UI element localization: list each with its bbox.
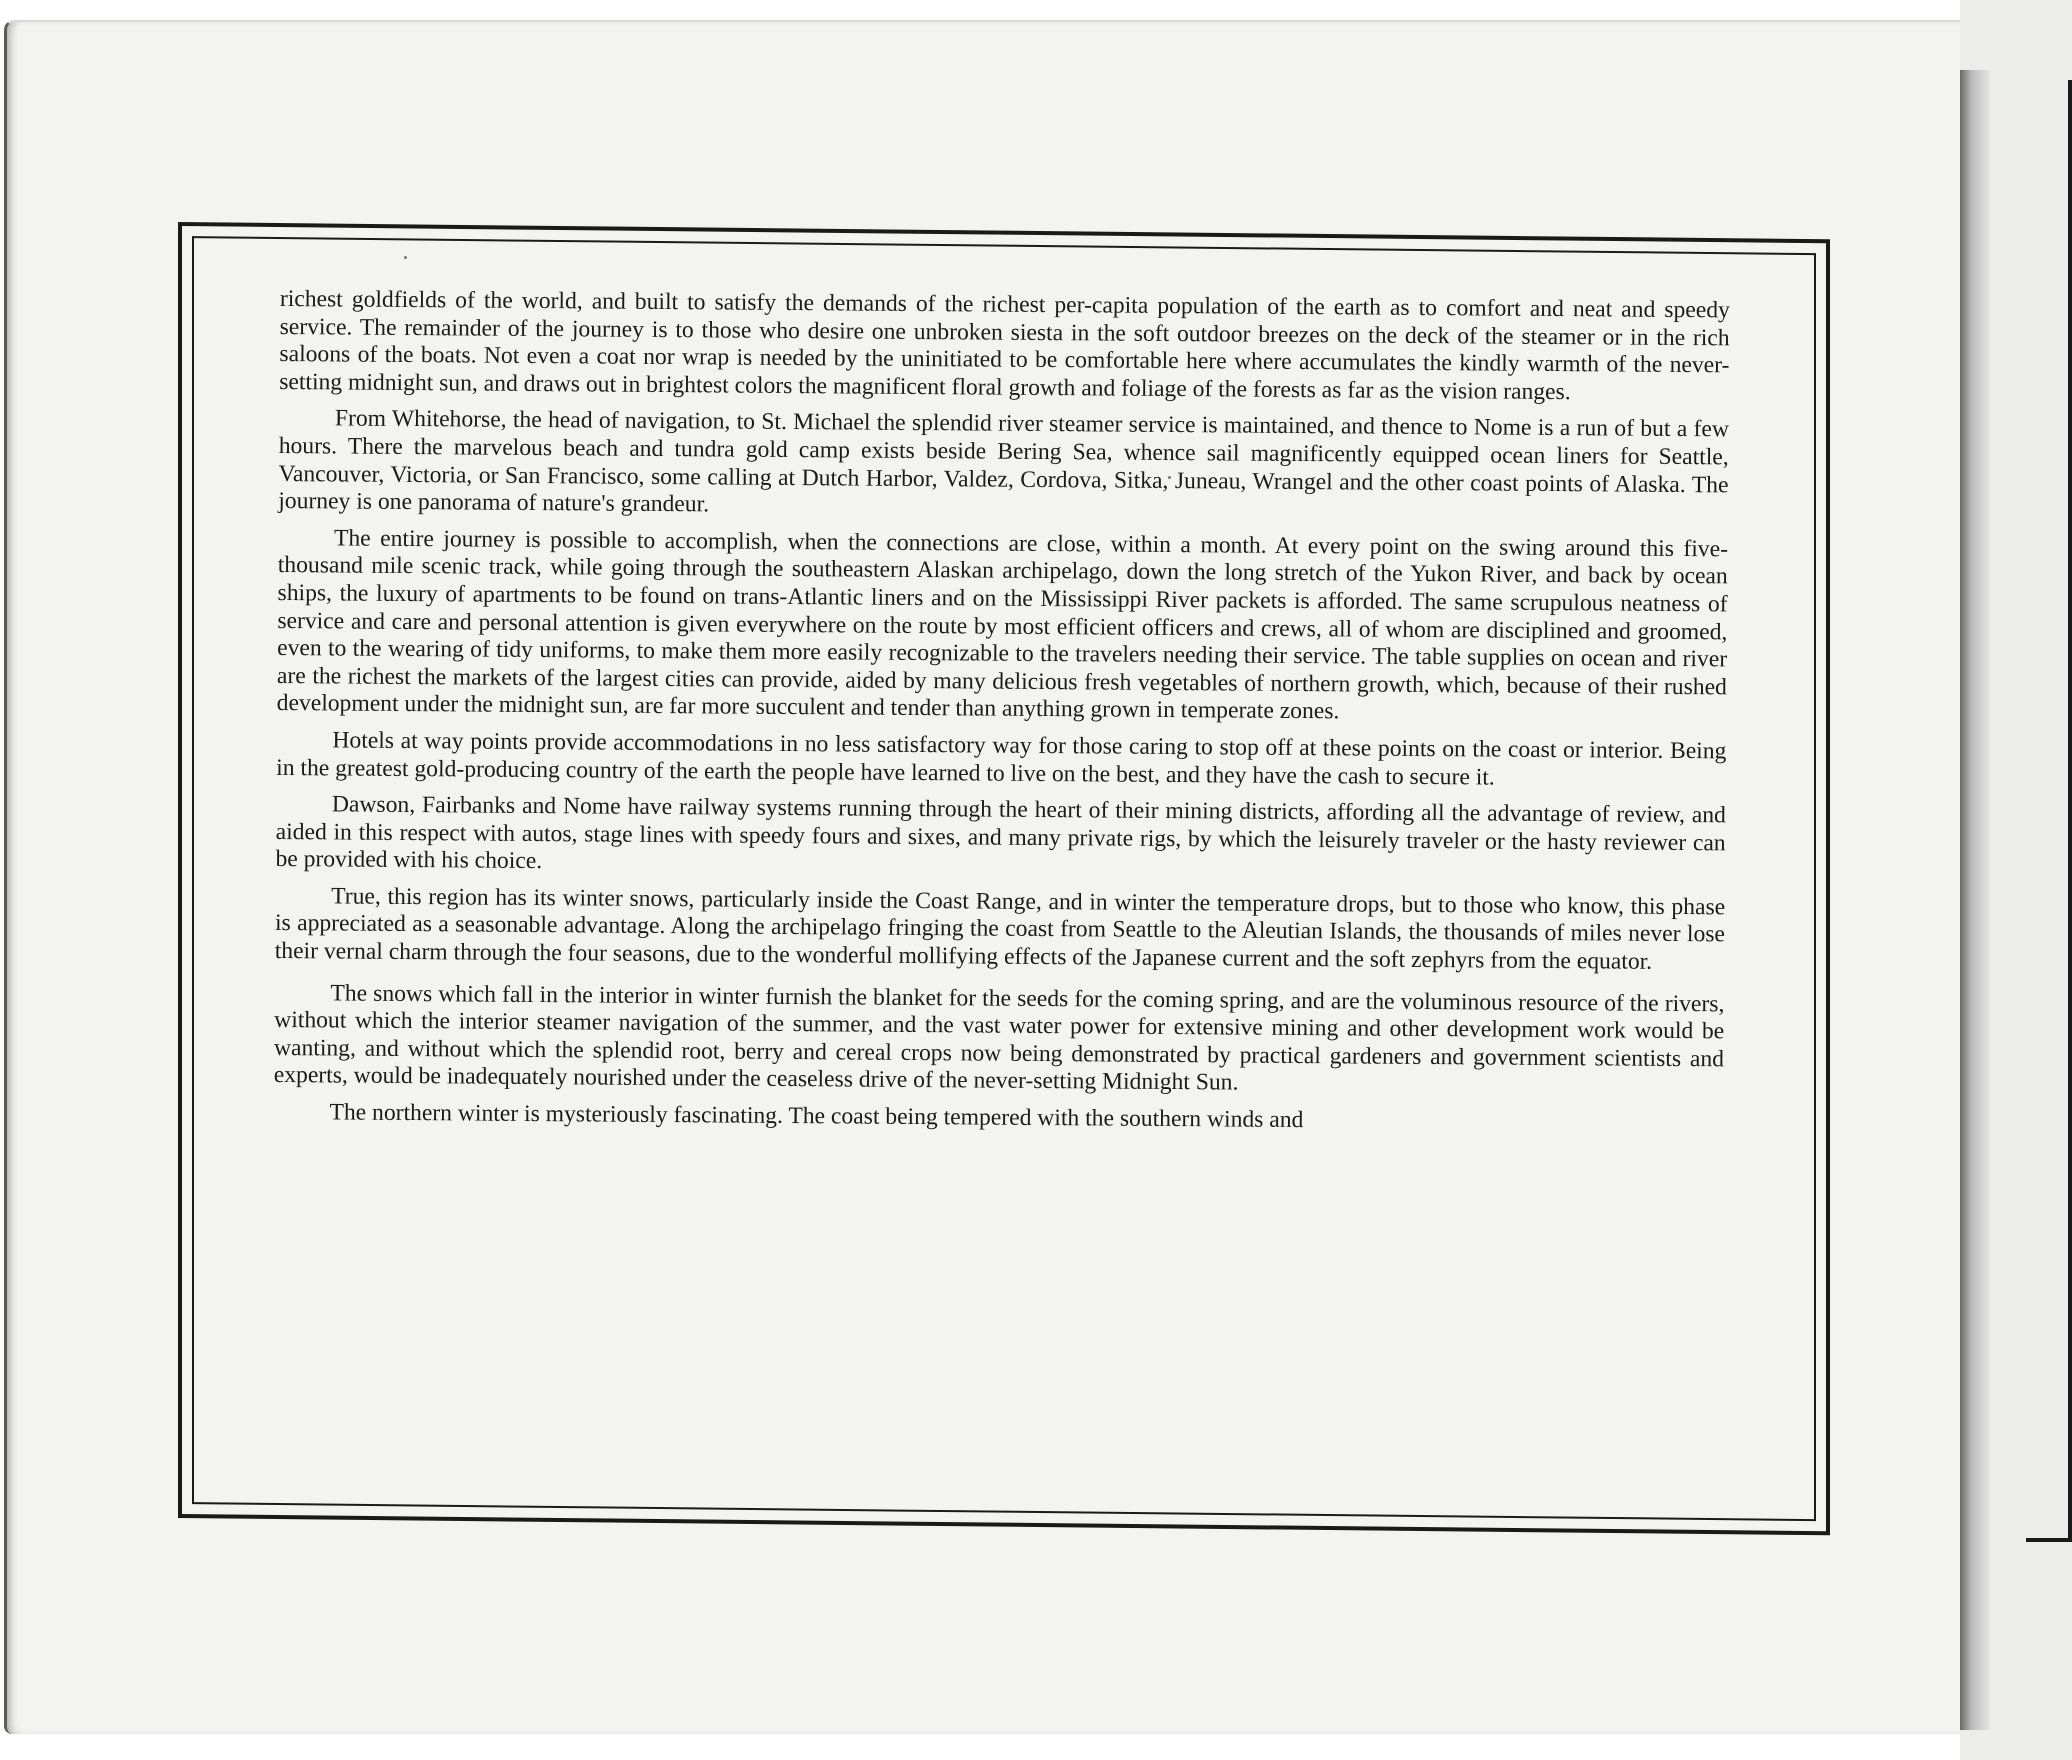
print-speck (404, 256, 407, 259)
adjacent-page-edge (1960, 0, 2072, 1760)
body-text (273, 286, 1730, 1138)
paragraph: The snows which fall in the interior in winter furnish the blanket for the seeds for the coming spring, and are the voluminous resource of the rivers, without which the interior steamer navigation of the summer, and the vast water power for extensive mining and other development work would be wanting, and without which the splendid root, berry and cereal crops now being demonstrated by practical gardeners and government scientists and experts, would be inadequately nourished under the ceaseless drive of the never-setting Midnight Sun. (273, 980, 1725, 1096)
paragraph: Hotels at way points provide accommodations in no less satisfactory way for those caring to stop off at these points on the coast or interior. Being in the greatest gold-producing country of the earth the people have learned to live on the best, and they have the cash to secure it. (276, 727, 1727, 791)
adjacent-page-border-corner (2026, 1538, 2072, 1542)
page-gutter-shadow (1960, 70, 1990, 1730)
paragraph: From Whitehorse, the head of navigation, to St. Michael the splendid river steamer service is maintained, and thence to Nome is a run of but a few hours. There the marvelous beach and tundra gold camp exists beside Bering Sea, whence sail magnificently equipped ocean liners for Seattle, Vancouver, Victoria, or San Francisco, some calling at Dutch Harbor, Valdez, Cordova, Sitka, Juneau, Wrangel and the other coast points of Alaska. The journey is one panorama of nature's grandeur. (278, 405, 1730, 518)
paragraph: Dawson, Fairbanks and Nome have railway systems running through the heart of their mining districts, affording all the advantage of review, and aided in this respect with autos, stage lines with speedy fours and sixes, and many private rigs, by which the leisurely traveler or the hasty reviewer can be provided with his choice. (275, 791, 1726, 875)
paragraph: The northern winter is mysteriously fascinating. The coast being tempered with the southern winds and (329, 1099, 1304, 1134)
paragraph: True, this region has its winter snows, particularly inside the Coast Range, and in winter the temperature drops, but to those who know, this phase is appreciated as a seasonable advantage. Along the archipelago fringing the coast from Seattle to the Aleutian Islands, the thousands of miles never lose their vernal charm through the four seasons, due to the wonderful mollifying effects of the Japanese current and the soft zephyrs from the equator. (274, 883, 1726, 975)
paragraph: The entire journey is possible to accomplish, when the connections are close, within a month. At every point on the swing around this five-thousand mile scenic track, while going through the southeastern Alaskan archipelago, down the long stretch of the Yukon River, and back by ocean ships, the luxury of apartments to be found on trans-Atlantic liners and on the Mississippi River packets is afforded. The same scrupulous neatness of service and care and personal attention is given everywhere on the route by most efficient officers and crews, all of whom are disciplined and groomed, even to the wearing of tidy uniforms, to make them more easily recognizable to the travelers needing their service. The table supplies on ocean and river are the richest the markets of the largest cities can provide, aided by many delicious fresh vegetables of northern growth, which, because of their rushed development under the midnight sun, are far more succulent and tender than anything grown in temperate zones. (276, 525, 1729, 725)
paragraph: richest goldfields of the world, and built to satisfy the demands of the richest per-capita population of the earth as to comfort and neat and speedy service. The remainder of the journey is to those who desire one unbroken siesta in the soft outdoor breezes on the deck of the steamer or in the rich saloons of the boats. Not even a coat nor wrap is needed by the uninitiated to be comfortable here where accumulates the kindly warmth of the never-setting midnight sun, and draws out in brightest colors the magnificent floral growth and foliage of the forests as far as the vision ranges. (279, 286, 1730, 405)
adjacent-page-border-rule (2068, 80, 2072, 1540)
